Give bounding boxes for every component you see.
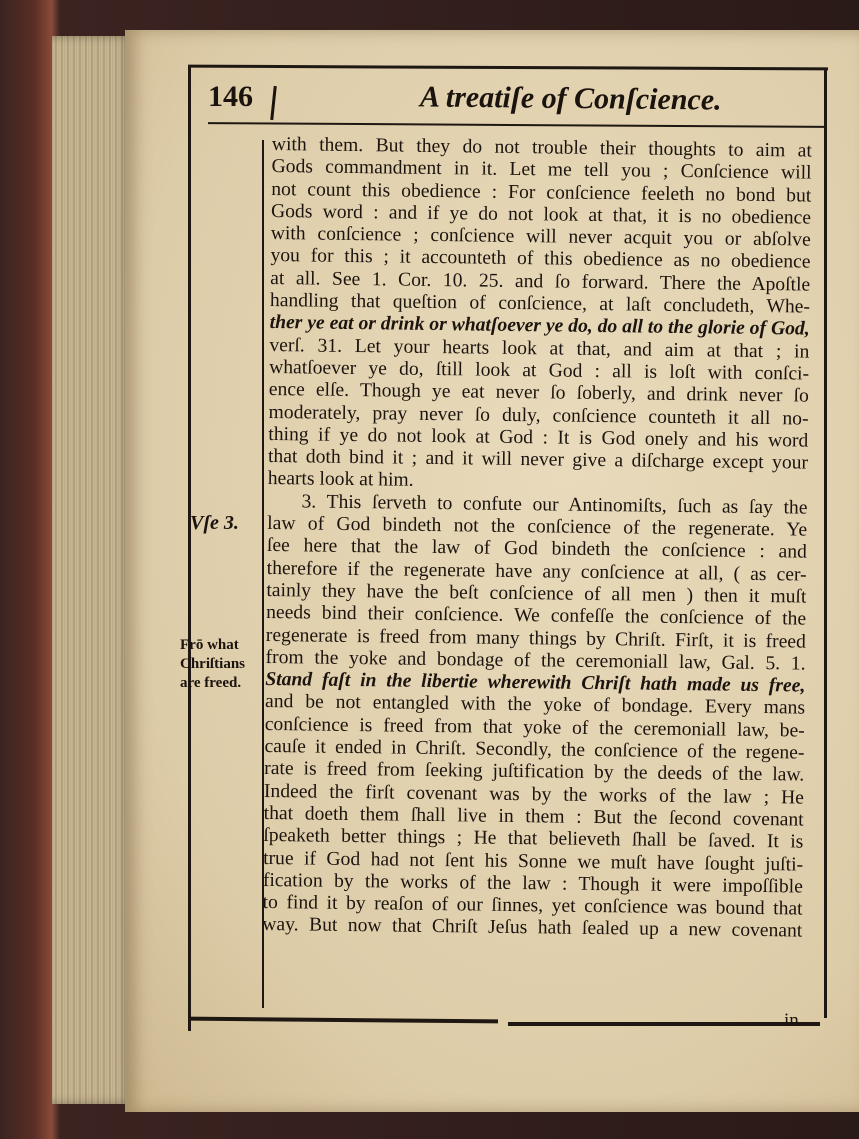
body-text [262, 134, 812, 943]
text-line: that doth bind it ; and it will never give a diſcharge except your [267, 446, 809, 474]
text-line: not count this obedience : For conſcience feeleth no bond but [271, 178, 812, 207]
text-line: 3. This ſerveth to confute our Antinomiſts, ſuch as ſay the [301, 491, 808, 519]
frame-rule-bottom-right [508, 1022, 820, 1026]
frame-rule-right [824, 68, 827, 1018]
margin-note-use: Vſe 3. [190, 512, 239, 534]
text-line: moderately, pray never ſo duly, conſcience counteth it all no- [268, 401, 809, 430]
text-line: from the yoke and bondage of the ceremoniall law, Gal. 5. 1. [265, 646, 806, 675]
text-line: verſ. 31. Let your hearts look at that, and aim at that ; in [269, 334, 810, 363]
text-line: and be not entangled with the yoke of bondage. Every mans [264, 691, 806, 719]
text-line: Gods commandment in it. Let me tell you ; Conſcience will [271, 156, 812, 184]
page-number: 146 [208, 80, 253, 113]
text-line: Indeed the firſt covenant was by the works of the law ; He [263, 780, 805, 809]
margin-note-freed [180, 636, 245, 693]
text-line: at all. See 1. Cor. 10. 25. and ſo forward. There the Apoſtle [270, 267, 811, 296]
text-line: regenerate is freed from many things by Chriſt. Firſt, it is freed [265, 624, 806, 653]
margin-note-line: Frō what [180, 637, 239, 653]
text-line: hearts look at him. [267, 468, 414, 492]
text-line: you for this ; it accounteth of this obedience as no obedience [270, 245, 811, 274]
text-line-italic: Stand faſt in the libertie wherewith Chriſt hath made us free, [265, 669, 806, 697]
text-line: with them. But they do not trouble their thoughts to aim at [271, 134, 812, 162]
text-line: ence elſe. Though ye eat never ſo ſoberly, and drink never ſo [268, 379, 809, 407]
text-line: true if God had not ſent his Sonne we muſt have ſought juſti- [263, 847, 804, 876]
margin-note-line: are freed. [180, 675, 242, 691]
text-line: handling that queſtion of conſcience, at laſt concludeth, Whe- [269, 290, 811, 318]
running-title: A treatiſe of Conſcience. [419, 80, 722, 117]
text-line-italic: ther ye eat or drink or whatſoever ye do, do all to the glorie of God, [269, 312, 810, 340]
text-line: Gods word : and if ye do not look at that, it is no obedience [270, 200, 812, 229]
text-line: conſcience is freed from that yoke of the ceremoniall law, be- [264, 713, 805, 742]
text-line: tainly they have the beſt conſcience of all men ) then it muſt [266, 579, 807, 608]
margin-note-line: Chriſtians [180, 656, 246, 672]
text-line: ſpeaketh better things ; He that believeth ſhall be ſaved. It is [263, 825, 804, 853]
text-line: rate is freed from ſeeking juſtification by the deeds of the law. [264, 758, 805, 786]
text-line: law of God bindeth not the conſcience of the regenerate. Ye [267, 513, 808, 541]
frame-rule-left [188, 66, 191, 1031]
text-line: that doeth them ſhall live in them : But the ſecond covenant [263, 802, 804, 831]
catchword: in [784, 1010, 799, 1031]
text-line: whatſoever ye do, ſtill look at God : all is loſt with conſci- [269, 356, 810, 385]
text-line: way. But now that Chriſt Jeſus hath ſealed up a new covenant [262, 914, 803, 942]
page-fore-edge [52, 36, 132, 1104]
text-line: ſee here that the law of God bindeth the conſcience : and [266, 535, 808, 563]
text-line: cauſe it ended in Chriſt. Secondly, the conſcience of the regene- [264, 735, 805, 764]
text-line: with conſcience ; conſcience will never acquit you or abſolve [270, 223, 811, 251]
text-line: thing if ye do not look at God : It is God onely and his word [268, 423, 809, 452]
text-line: to find it by reaſon of our ſinnes, yet conſcience was bound that [262, 892, 803, 920]
text-line: fication by the works of the law : Though it were impoſſible [262, 869, 803, 898]
text-line: needs bind their conſcience. We confeſſe the conſcience of the [266, 602, 807, 630]
text-line: therefore if the regenerate have any conſcience at all, ( as cer- [266, 557, 807, 586]
